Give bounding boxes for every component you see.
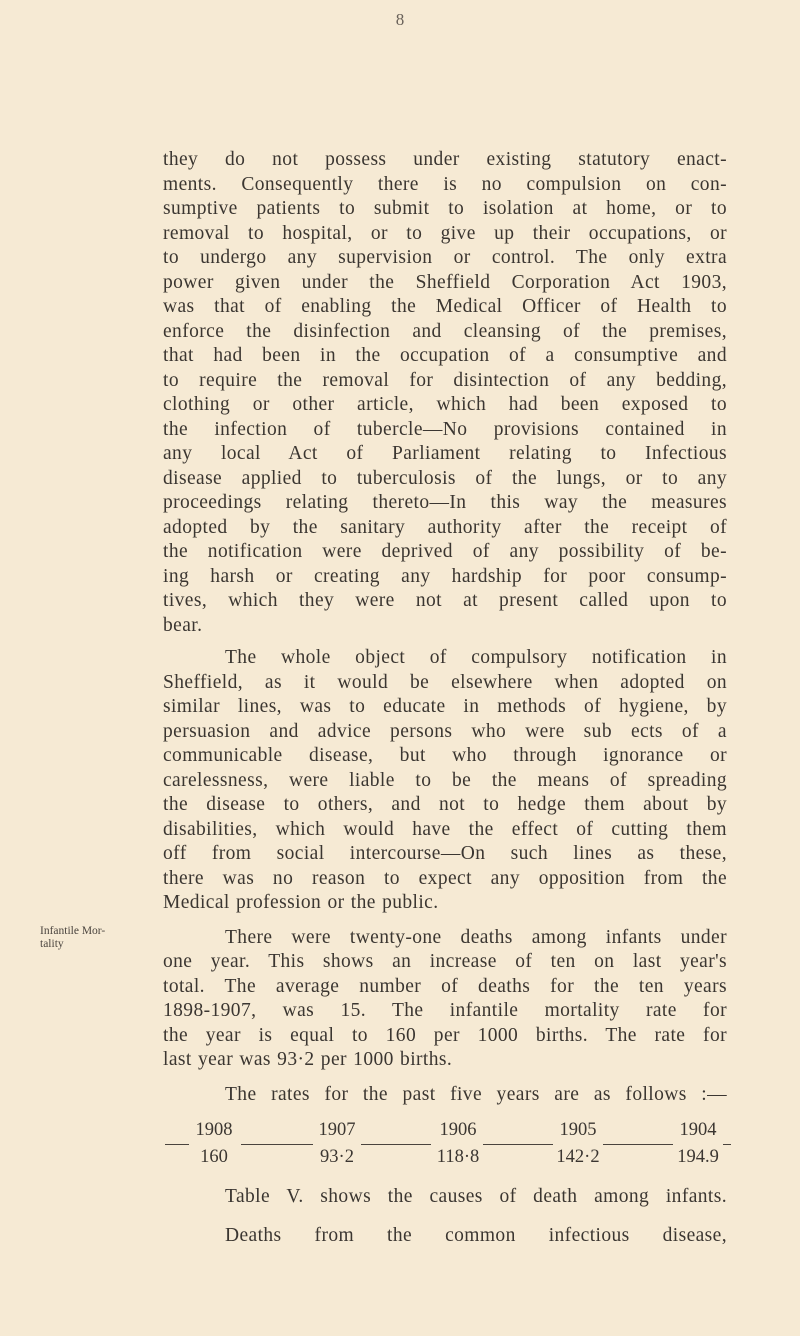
text-line: 1898-1907, was 15. The infantile mortality rate for (163, 1000, 727, 1021)
text-line: adopted by the sanitary authority after the receipt of (163, 516, 727, 538)
margin-note (40, 925, 150, 951)
paragraph (163, 646, 727, 916)
text-line: The rates for the past five years are as follows :— (225, 1083, 727, 1105)
text-line: disease applied to tuberculosis of the lungs, or to any (163, 467, 727, 489)
rate-value: 194.9 (677, 1147, 719, 1167)
text-line: proceedings relating thereto—In this way the measures (163, 492, 727, 513)
paragraphs (163, 148, 727, 1107)
table-rule (603, 1144, 673, 1145)
text-line: tives, which they were not at present called upon to (163, 590, 727, 611)
text-line: ments. Consequently there is no compulsion on con- (163, 173, 727, 195)
margin-note-line: Infantile Mor- (40, 925, 106, 937)
deaths-sentence (163, 1224, 727, 1249)
text-line: any local Act of Parliament relating to Infectious (163, 443, 727, 464)
page-number: 8 (395, 10, 405, 29)
text-line: they do not possess under existing statutory enact- (163, 149, 727, 170)
text-line: There were twenty-one deaths among infants under (225, 926, 727, 948)
text-line: to require the removal for disintection of any bedding, (163, 369, 727, 391)
table-rule (361, 1144, 431, 1145)
paragraph (163, 926, 727, 1073)
text-line: that had been in the occupation of a consumptive and (163, 345, 727, 366)
text-line: power given under the Sheffield Corporation Act 1903, (163, 271, 727, 293)
text-line: to undergo any supervision or control. The only extra (163, 247, 727, 268)
text-line: persuasion and advice persons who were sub ects of a (163, 720, 727, 742)
text-line: communicable disease, but who through ignorance or (163, 745, 727, 766)
text-line: the year is equal to 160 per 1000 births. The rate for (163, 1024, 727, 1046)
rate-year: 1906 (439, 1120, 477, 1140)
rate-year: 1904 (679, 1120, 717, 1140)
text-line: total. The average number of deaths for the ten years (163, 975, 727, 997)
rate-value: 93·2 (320, 1147, 354, 1167)
table-v-sentence (163, 1185, 727, 1210)
table-rule (165, 1144, 189, 1145)
text-line: The whole object of compulsory notification in (225, 647, 727, 668)
table-rule (723, 1144, 731, 1145)
text-line: last year was 93·2 per 1000 births. (163, 1049, 453, 1070)
text-line: Sheffield, as it would be elsewhere when adopted on (163, 671, 727, 693)
text-line: enforce the disinfection and cleansing of the premises, (163, 320, 727, 342)
text-line: was that of enabling the Medical Officer of Health to (163, 296, 727, 317)
text-line: one year. This shows an increase of ten on last year's (163, 951, 727, 972)
text-line: bear. (163, 614, 203, 636)
rate-year: 1908 (195, 1120, 233, 1140)
text-line: sumptive patients to submit to isolation at home, or to (163, 198, 727, 219)
text-line: the notification were deprived of any possibility of be- (163, 541, 727, 562)
text-line: Medical profession or the public. (163, 892, 439, 913)
text-line: the disease to others, and not to hedge them about by (163, 794, 727, 815)
text-line: ing harsh or creating any hardship for poor consump- (163, 565, 727, 587)
body-text (163, 148, 727, 1248)
paragraph (163, 1083, 727, 1108)
text-line: removal to hospital, or to give up their occupations, or (163, 222, 727, 244)
rate-value: 118·8 (436, 1147, 480, 1167)
text-line: carelessness, were liable to be the means of spreading (163, 769, 727, 791)
text-line: similar lines, was to educate in methods of hygiene, by (163, 696, 727, 717)
rate-year: 1905 (559, 1120, 597, 1140)
text-line: there was no reason to expect any opposition from the (163, 867, 727, 889)
table-rule (241, 1144, 313, 1145)
rate-year: 1907 (318, 1120, 356, 1140)
rates-table (163, 1119, 727, 1171)
text-line: Deaths from the common infectious disease, (225, 1224, 727, 1246)
text-line: disabilities, which would have the effect of cutting them (163, 818, 727, 840)
paragraph (163, 148, 727, 638)
text-line: clothing or other article, which had been exposed to (163, 394, 727, 415)
text-line: off from social intercourse—On such lines as these, (163, 843, 727, 864)
margin-note-line: tality (40, 938, 64, 950)
text-line: Table V. shows the causes of death among infants. (225, 1186, 727, 1207)
table-rule (483, 1144, 553, 1145)
text-line: the infection of tubercle—No provisions contained in (163, 418, 727, 440)
rate-value: 160 (200, 1147, 228, 1167)
rate-value: 142·2 (556, 1147, 600, 1167)
